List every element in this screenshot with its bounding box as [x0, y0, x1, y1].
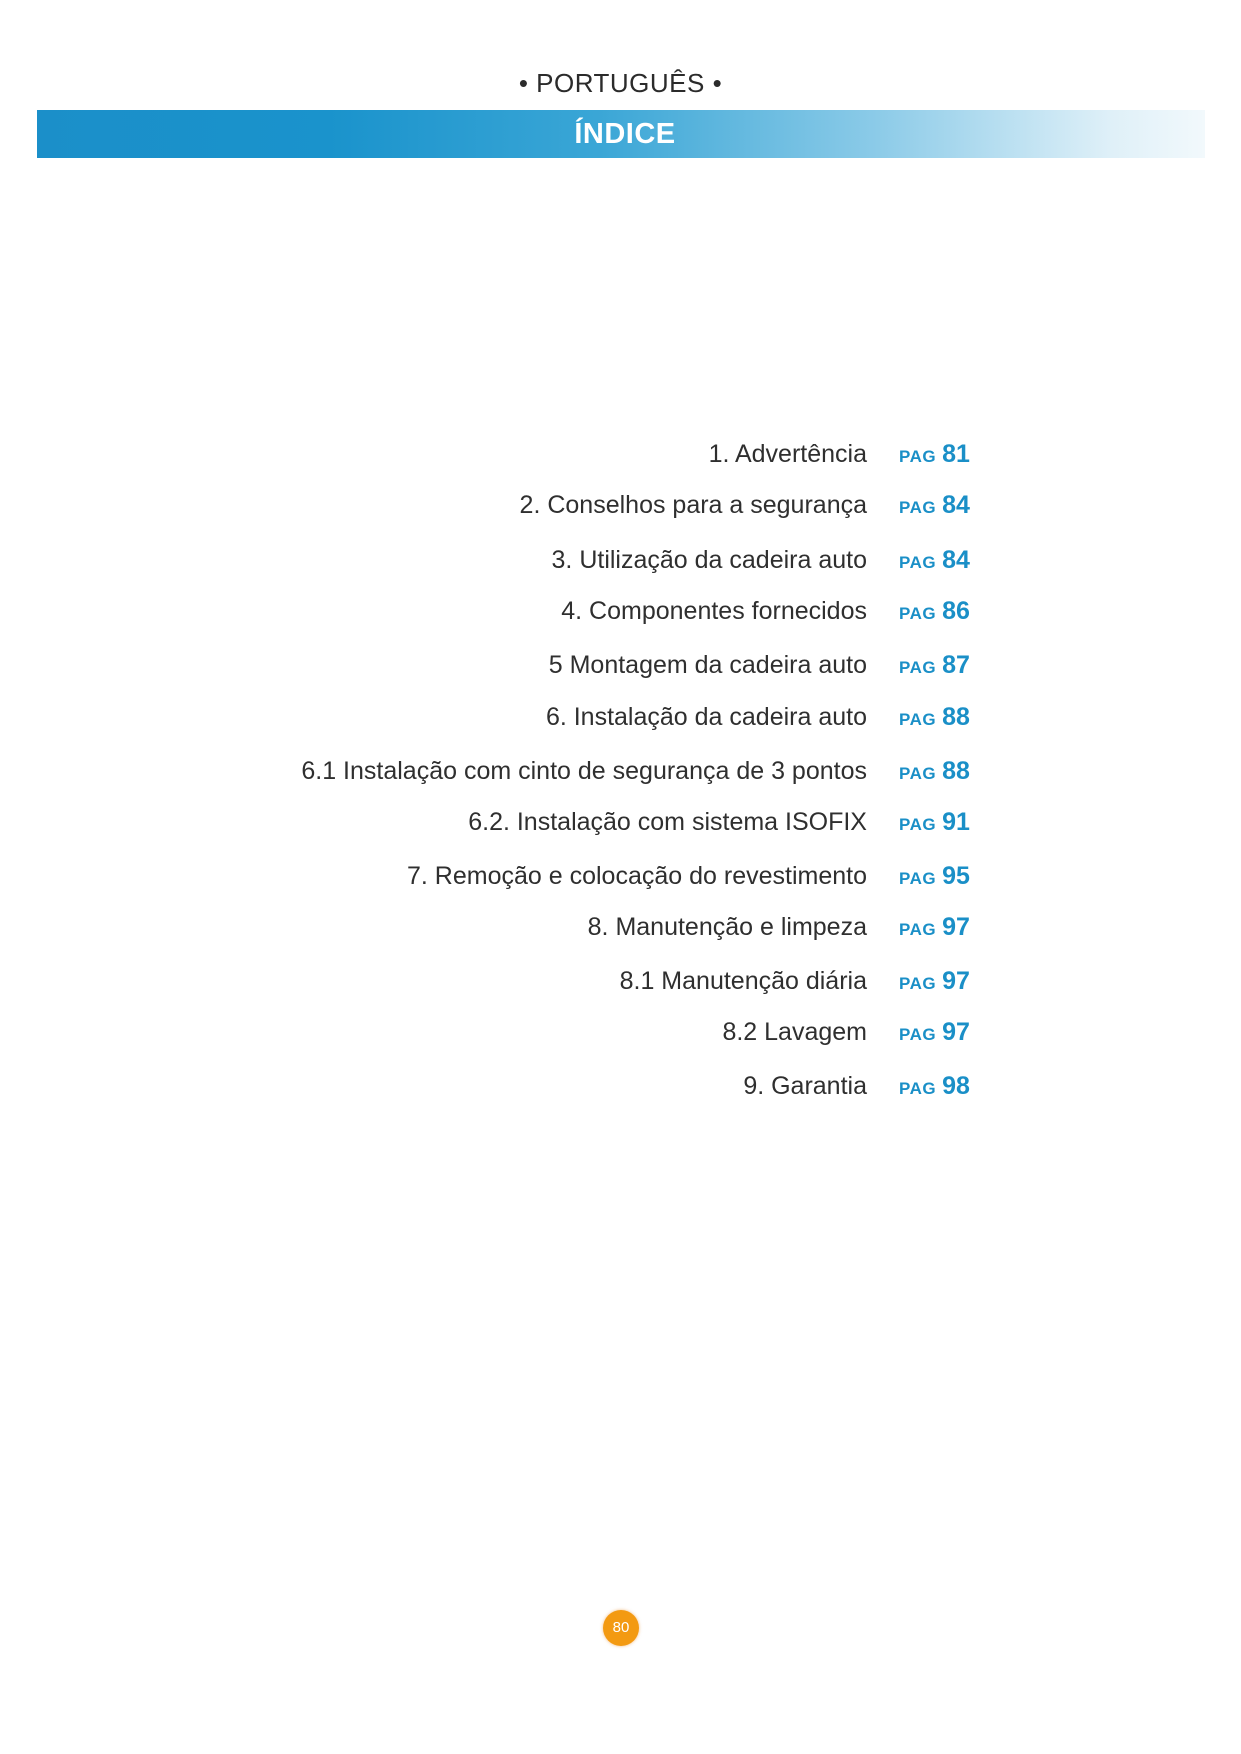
toc-entry-label: 2. Conselhos para a segurança [519, 491, 867, 519]
toc-entry-label: 1. Advertência [708, 440, 867, 468]
page-ref: 91 [942, 808, 970, 836]
page-ref: 98 [942, 1072, 970, 1100]
page-number-badge: 80 [603, 1610, 639, 1646]
toc-entry[interactable] [0, 751, 1241, 791]
toc-entry-page [899, 907, 970, 951]
pag-label: PAG [899, 604, 937, 623]
pag-label: PAG [899, 658, 937, 677]
page-ref: 97 [942, 913, 970, 941]
toc-entry-label: 8. Manutenção e limpeza [587, 913, 867, 941]
pag-label: PAG [899, 1079, 937, 1098]
toc-entry-page [899, 591, 970, 635]
toc-entry-label: 7. Remoção e colocação do revestimento [407, 862, 867, 890]
toc-entry-page [899, 751, 970, 795]
toc-entry-page [899, 961, 970, 1005]
toc-entry-label: 8.1 Manutenção diária [619, 967, 867, 995]
pag-label: PAG [899, 498, 937, 517]
toc-entry[interactable] [0, 434, 1241, 474]
page-ref: 81 [942, 440, 970, 468]
toc-entry-page [899, 645, 970, 689]
page-ref: 97 [942, 967, 970, 995]
toc-entry-label: 4. Componentes fornecidos [561, 597, 867, 625]
toc-entry-page [899, 540, 970, 584]
toc-entry-page [899, 1012, 970, 1056]
toc-entry[interactable] [0, 1066, 1241, 1106]
toc-entry-label: 3. Utilização da cadeira auto [551, 546, 867, 574]
toc-entry-label: 5 Montagem da cadeira auto [548, 651, 867, 679]
toc-entry-label: 6.1 Instalação com cinto de segurança de 3 pontos [301, 757, 867, 785]
toc-entry[interactable] [0, 907, 1241, 947]
toc-entry-page [899, 1066, 970, 1110]
page-ref: 87 [942, 651, 970, 679]
pag-label: PAG [899, 1025, 937, 1044]
pag-label: PAG [899, 920, 937, 939]
pag-label: PAG [899, 764, 937, 783]
pag-label: PAG [899, 974, 937, 993]
toc-entry[interactable] [0, 802, 1241, 842]
toc-entry-label: 8.2 Lavagem [722, 1018, 867, 1046]
toc-entry[interactable] [0, 485, 1241, 525]
page-ref: 86 [942, 597, 970, 625]
page-ref: 95 [942, 862, 970, 890]
pag-label: PAG [899, 553, 937, 572]
toc-entry-label: 6.2. Instalação com sistema ISOFIX [468, 808, 867, 836]
pag-label: PAG [899, 710, 937, 729]
toc-entry[interactable] [0, 591, 1241, 631]
toc-entry[interactable] [0, 697, 1241, 737]
toc-entry-page [899, 485, 970, 529]
toc-entry-page [899, 802, 970, 846]
page-title: ÍNDICE [574, 118, 676, 150]
language-label: • PORTUGUÊS • [518, 68, 723, 98]
toc-entry-page [899, 856, 970, 900]
toc-entry-page [899, 434, 970, 478]
toc-entry-page [899, 697, 970, 741]
page-ref: 84 [942, 546, 970, 574]
toc-entry[interactable] [0, 1012, 1241, 1052]
pag-label: PAG [899, 447, 937, 466]
page-ref: 88 [942, 703, 970, 731]
page-ref: 97 [942, 1018, 970, 1046]
toc-entry-label: 9. Garantia [743, 1072, 867, 1100]
toc-entry-label: 6. Instalação da cadeira auto [545, 703, 867, 731]
page-ref: 84 [942, 491, 970, 519]
toc-entry[interactable] [0, 961, 1241, 1001]
pag-label: PAG [899, 869, 937, 888]
toc-entry[interactable] [0, 540, 1241, 580]
pag-label: PAG [899, 815, 937, 834]
toc-entry[interactable] [0, 856, 1241, 896]
page-ref: 88 [942, 757, 970, 785]
toc-entry[interactable] [0, 645, 1241, 685]
